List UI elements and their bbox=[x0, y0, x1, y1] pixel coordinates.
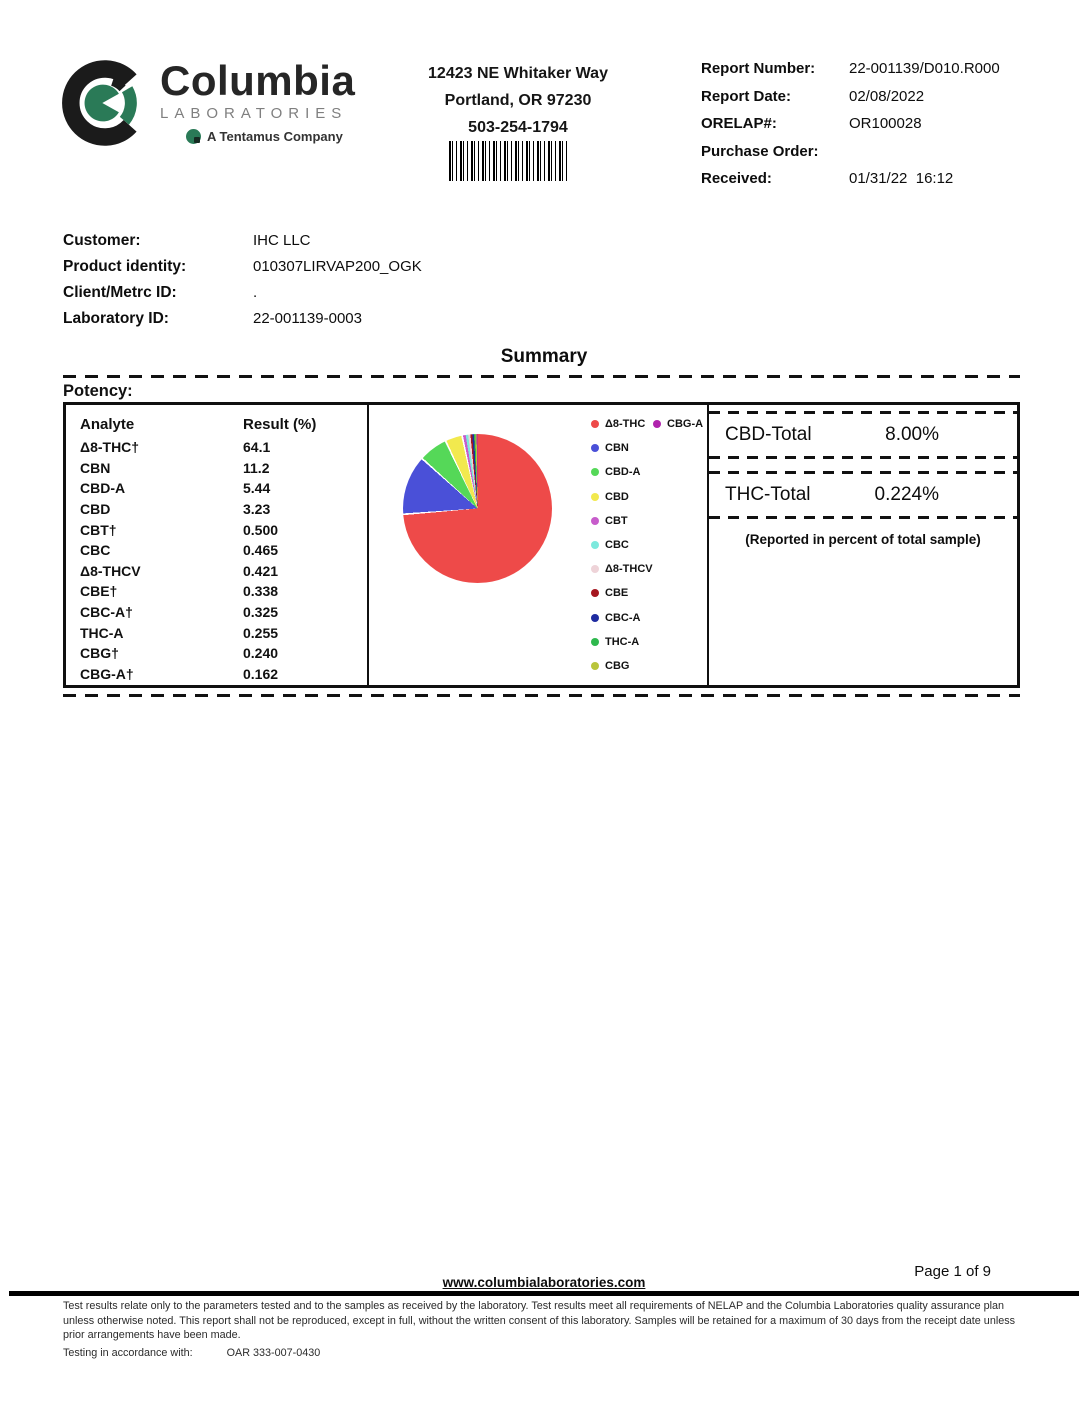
report-field-label: Report Number: bbox=[701, 60, 816, 77]
legend-dot bbox=[591, 420, 599, 428]
legend-item: CBT bbox=[591, 509, 653, 533]
sample-info-value: . bbox=[253, 284, 258, 301]
lab-address bbox=[399, 60, 637, 141]
legend-dot bbox=[591, 638, 599, 646]
cbd-total-row bbox=[709, 414, 1017, 456]
testing-value: OAR 333-007-0430 bbox=[226, 1346, 321, 1359]
logo-name: Columbia bbox=[160, 57, 356, 104]
columbia-logo bbox=[60, 54, 355, 152]
legend-dot bbox=[591, 614, 599, 622]
sample-info-label: Product identity: bbox=[63, 258, 187, 275]
legend-dot bbox=[591, 565, 599, 573]
sample-info-label: Client/Metrc ID: bbox=[63, 284, 177, 301]
potency-section-label: Potency: bbox=[63, 382, 133, 400]
chart-legend bbox=[591, 412, 653, 678]
report-field-row bbox=[701, 115, 1031, 143]
report-field-row bbox=[701, 88, 1031, 116]
tagline-text: A Tentamus Company bbox=[207, 129, 343, 144]
address-line-1: 12423 NE Whitaker Way bbox=[428, 65, 608, 82]
table-row: CBC-A† 0.325 bbox=[80, 604, 279, 621]
sample-info-row bbox=[63, 258, 422, 284]
address-line-3: 503-254-1794 bbox=[468, 119, 568, 136]
cbd-total-label: CBD-Total bbox=[725, 424, 812, 445]
legend-item: CBG bbox=[591, 654, 653, 678]
summary-title: Summary bbox=[500, 346, 588, 367]
legend-item: CBE bbox=[591, 581, 653, 605]
table-row: CBN 11.2 bbox=[80, 459, 270, 476]
dashed-divider-top bbox=[63, 375, 1020, 378]
legend-item: CBG-A bbox=[653, 412, 703, 436]
sample-info-value: 22-001139-0003 bbox=[253, 310, 362, 327]
disclaimer-text: Test results relate only to the parameters tested and to the samples as received by the laboratory. Test results meet all requirements of NELAP and the Columbia Laboratories quality assurance plan unless otherwise noted. This report shall not be reproduced, except in full, without the written consent of this laboratory. Samples will be retained for a maximum of 30 days from the receipt date unless prior arrangements have been made. bbox=[63, 1300, 1016, 1342]
report-field-row bbox=[701, 170, 1031, 198]
legend-dot bbox=[591, 468, 599, 476]
legend-item: CBN bbox=[591, 436, 653, 460]
report-field-value: 01/31/22 16:12 bbox=[849, 170, 954, 187]
table-row: Δ8-THC† 64.1 bbox=[80, 439, 271, 456]
testing-label: Testing in accordance with: bbox=[63, 1346, 193, 1359]
website-link[interactable]: www.columbialaboratories.com bbox=[442, 1275, 646, 1290]
report-field-label: Report Date: bbox=[701, 87, 792, 105]
table-row: CBE† 0.338 bbox=[80, 583, 279, 600]
table-row: CBD-A 5.44 bbox=[80, 480, 271, 497]
legend-item: CBD bbox=[591, 485, 653, 509]
sample-info-label: Laboratory ID: bbox=[63, 310, 169, 327]
table-row: CBT† 0.500 bbox=[80, 521, 279, 538]
legend-dot bbox=[653, 420, 661, 428]
thc-total-label: THC-Total bbox=[725, 484, 811, 505]
legend-item: Δ8-THCV bbox=[591, 557, 653, 581]
sample-info-value: 010307LIRVAP200_OGK bbox=[253, 258, 422, 275]
report-field-label: Purchase Order: bbox=[701, 142, 819, 160]
report-field-row bbox=[701, 60, 1031, 88]
cbd-total-value: 8.00% bbox=[885, 424, 939, 445]
legend-dot bbox=[591, 541, 599, 549]
logo-subtitle: LABORATORIES bbox=[160, 105, 348, 122]
report-info-block bbox=[701, 60, 1031, 198]
legend-dot bbox=[591, 444, 599, 452]
legend-dot bbox=[591, 662, 599, 670]
legend-item: THC-A bbox=[591, 630, 653, 654]
pie-chart-panel bbox=[369, 405, 709, 685]
barcode-image bbox=[449, 141, 569, 181]
legend-dot bbox=[591, 493, 599, 501]
report-field-value: OR100028 bbox=[849, 115, 922, 132]
report-field-label: ORELAP#: bbox=[701, 115, 777, 132]
sample-info-label: Customer: bbox=[63, 232, 141, 249]
totals-panel bbox=[709, 405, 1017, 685]
chart-legend-col2 bbox=[653, 412, 703, 436]
totals-note: (Reported in percent of total sample) bbox=[745, 532, 981, 547]
footer-rule bbox=[9, 1291, 1079, 1296]
report-field-label: Received: bbox=[701, 170, 772, 187]
report-field-row bbox=[701, 143, 1031, 171]
thc-total-value: 0.224% bbox=[874, 484, 939, 505]
table-row: CBG† 0.240 bbox=[80, 645, 279, 662]
report-field-value: 22-001139/D010.R000 bbox=[849, 60, 1000, 77]
sample-info-value: IHC LLC bbox=[253, 232, 311, 249]
thc-total-row bbox=[709, 474, 1017, 516]
table-row: CBC 0.465 bbox=[80, 542, 279, 559]
address-line-2: Portland, OR 97230 bbox=[444, 92, 592, 109]
legend-item: CBC bbox=[591, 533, 653, 557]
logo-tagline bbox=[186, 129, 355, 144]
potency-pie-chart bbox=[403, 434, 552, 583]
sample-info-row bbox=[63, 284, 422, 310]
report-field-value: 02/08/2022 bbox=[849, 87, 925, 105]
column-header-analyte: Analyte bbox=[80, 415, 135, 433]
table-row: CBG-A† 0.162 bbox=[80, 665, 279, 682]
sample-info-block bbox=[63, 232, 422, 336]
page-number: Page 1 of 9 bbox=[914, 1263, 991, 1280]
table-row: Δ8-THCV 0.421 bbox=[80, 562, 279, 579]
table-row: CBD 3.23 bbox=[80, 501, 271, 518]
potency-summary-box bbox=[63, 402, 1020, 688]
sample-info-row bbox=[63, 310, 422, 336]
dashed-divider-bottom bbox=[63, 694, 1020, 697]
testing-accordance-row bbox=[63, 1346, 1021, 1361]
dashed-line bbox=[709, 516, 1017, 519]
legend-item: CBD-A bbox=[591, 460, 653, 484]
sample-info-row bbox=[63, 232, 422, 258]
legend-item: CBC-A bbox=[591, 606, 653, 630]
analyte-table-header bbox=[80, 411, 367, 437]
legend-item: Δ8-THC bbox=[591, 412, 653, 436]
footer-disclaimer-block bbox=[63, 1299, 1021, 1360]
column-header-result: Result (%) bbox=[243, 415, 317, 433]
legend-dot bbox=[591, 517, 599, 525]
columbia-logo-icon bbox=[60, 54, 152, 152]
table-row: THC-A 0.255 bbox=[80, 624, 279, 641]
analyte-table bbox=[66, 405, 369, 685]
tentamus-icon bbox=[186, 129, 201, 144]
legend-dot bbox=[591, 589, 599, 597]
